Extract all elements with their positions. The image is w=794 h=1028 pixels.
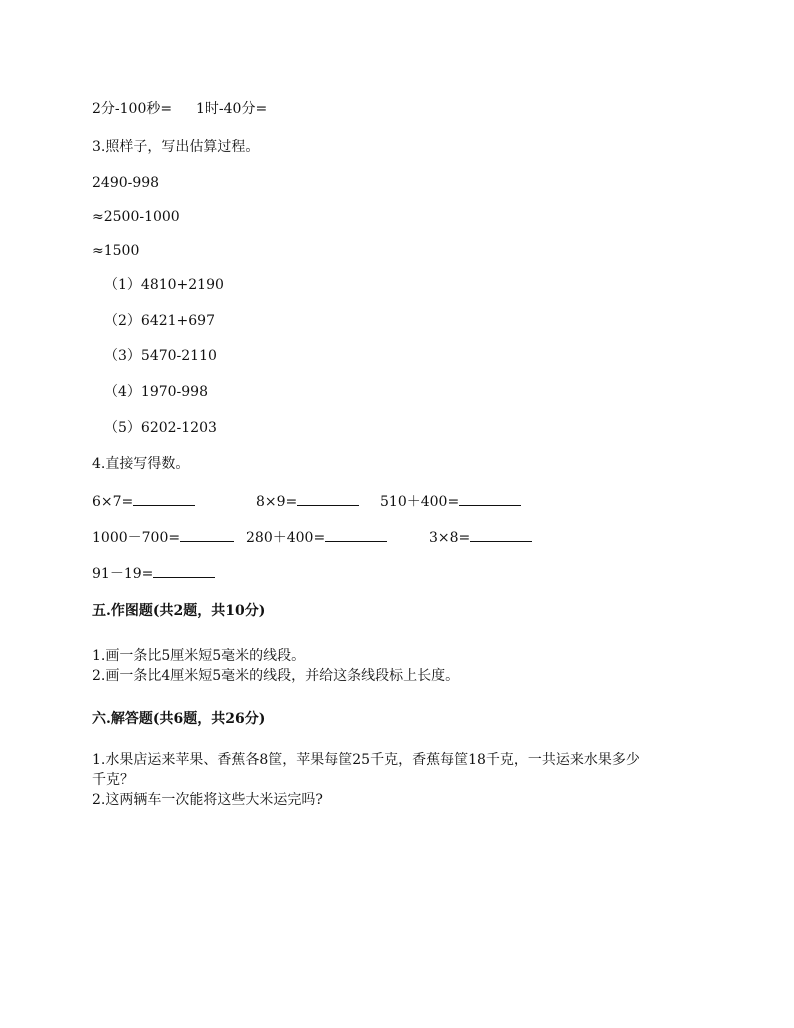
q3-item-2: （2）6421+697 xyxy=(104,313,215,329)
q4-problem-2: 8×9= xyxy=(256,491,359,511)
q4-problem-7: 91－19= xyxy=(92,563,215,583)
answer-blank[interactable] xyxy=(459,491,521,506)
time-conversion-item-1: 2分-100秒= xyxy=(92,101,173,117)
q4-problem-5: 280＋400= xyxy=(246,527,387,547)
answer-blank[interactable] xyxy=(470,527,532,542)
section-6-item-1-line-2: 千克？ xyxy=(92,772,134,788)
section-6-item-1-line-1: 1.水果店运来苹果、香蕉各8筐，苹果每筐25千克，香蕉每筐18千克，一共运来水果多少 xyxy=(92,752,640,768)
answer-blank[interactable] xyxy=(325,527,387,542)
section-5-item-1: 1.画一条比5厘米短5毫米的线段。 xyxy=(92,648,306,664)
section-5-item-2: 2.画一条比4厘米短5毫米的线段，并给这条线段标上长度。 xyxy=(92,668,460,684)
section-6-item-2: 2.这两辆车一次能将这些大米运完吗? xyxy=(92,792,323,808)
q3-title: 3.照样子，写出估算过程。 xyxy=(92,139,260,155)
q3-example-line-2: ≈2500-1000 xyxy=(92,209,180,225)
section-5-heading: 五.作图题(共2题，共10分) xyxy=(92,603,266,619)
q3-item-4: （4）1970-998 xyxy=(104,384,208,400)
q3-example-line-3: ≈1500 xyxy=(92,243,140,259)
q3-item-1: （1）4810+2190 xyxy=(104,277,224,293)
time-conversion-item-2: 1时-40分= xyxy=(196,101,268,117)
answer-blank[interactable] xyxy=(153,563,215,578)
answer-blank[interactable] xyxy=(297,491,359,506)
section-6-heading: 六.解答题(共6题，共26分) xyxy=(92,711,266,727)
q3-example-line-1: 2490-998 xyxy=(92,175,160,191)
q4-problem-4: 1000－700= xyxy=(92,527,234,547)
answer-blank[interactable] xyxy=(180,527,234,542)
q3-item-3: （3）5470-2110 xyxy=(104,348,217,364)
q4-title: 4.直接写得数。 xyxy=(92,456,190,472)
q4-problem-1: 6×7= xyxy=(92,491,195,511)
q4-problem-6: 3×8= xyxy=(429,527,532,547)
q3-item-5: （5）6202-1203 xyxy=(104,420,217,436)
answer-blank[interactable] xyxy=(133,491,195,506)
q4-problem-3: 510＋400= xyxy=(380,491,521,511)
